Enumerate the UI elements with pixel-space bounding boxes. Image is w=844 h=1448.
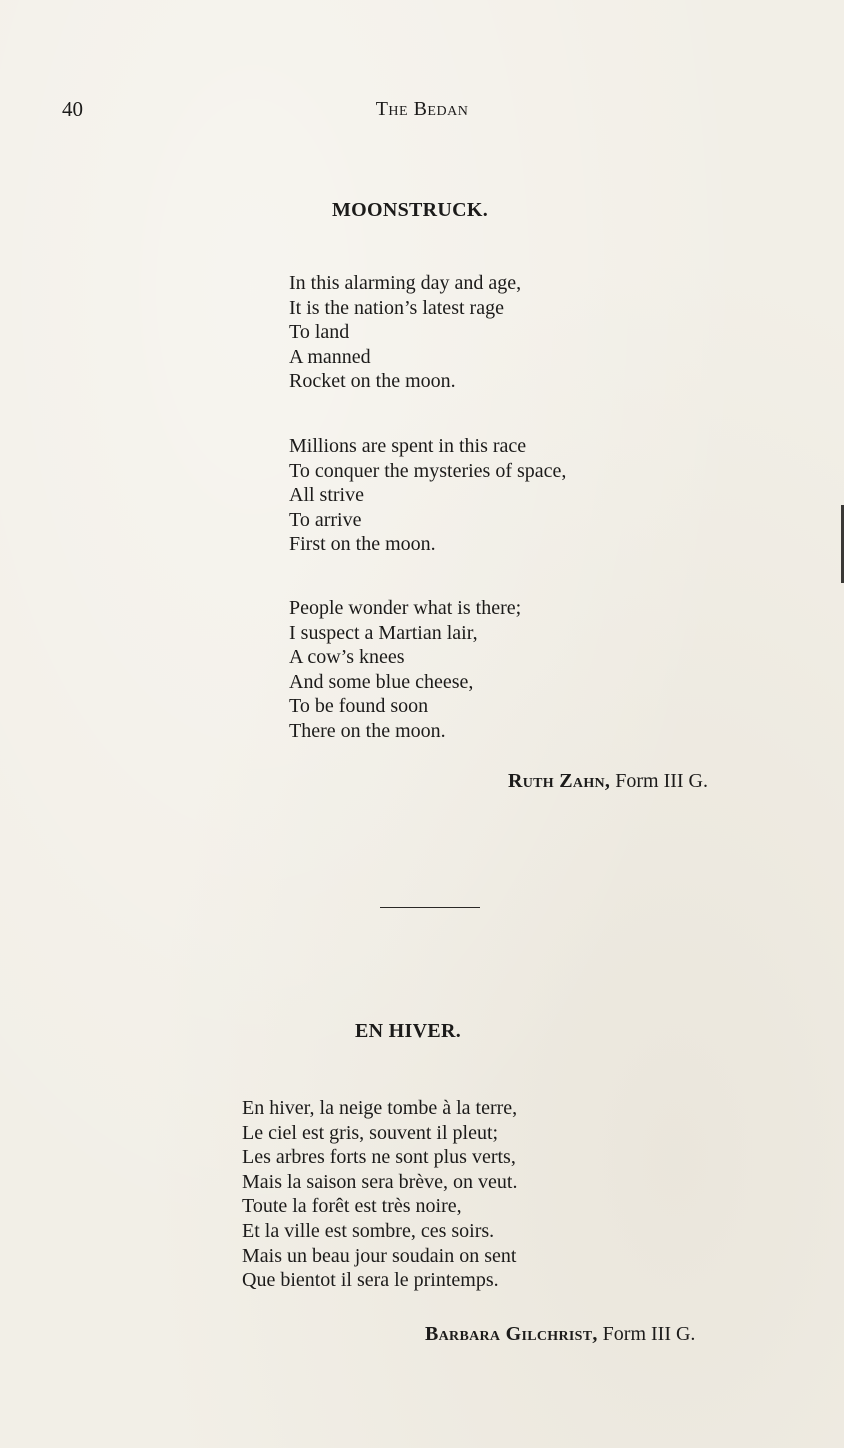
section-divider [380,907,480,908]
page-number: 40 [62,97,83,121]
poem1-stanza-3 [289,596,521,744]
poem1-stanza-1 [289,271,521,394]
running-head-word-2 [414,98,469,120]
poem-line: In this alarming day and age, [289,272,522,294]
poem-line: To be found soon [289,695,429,718]
poem-line: First on the moon. [289,533,436,556]
running-head-initial-1: T [375,98,389,120]
poem-line: Millions are spent in this race [289,435,527,457]
poem1-signature [508,768,708,794]
poem-line: Rocket on the moon. [289,370,456,393]
running-head-initial-2: B [413,98,428,120]
poem-line: It is the nation’s latest rage [289,296,504,319]
poem-line: I suspect a Martian lair, [289,621,478,644]
poem-line: Mais un beau jour soudain on sent [242,1244,517,1267]
author-form: Form III G. [615,770,708,792]
poem-line: Le ciel est gris, souvent il pleut; [242,1121,499,1144]
author-name: Barbara Gilchrist, [425,1323,598,1345]
poem-title-moonstruck: MOONSTRUCK. [331,199,489,221]
poem-line: Mais la saison sera brève, on veut. [242,1170,518,1193]
author-form: Form III G. [602,1323,696,1345]
running-head-word-1 [376,98,414,120]
poem1-stanza-2 [289,434,566,557]
poem-line: There on the moon. [289,719,446,742]
poem-line: Que bientot il sera le printemps. [242,1269,499,1292]
poem-line: To land [289,321,350,344]
poem-title-en-hiver: EN HIVER. [354,1020,462,1042]
poem-line: Toute la forêt est très noire, [242,1195,462,1218]
author-name: Ruth Zahn, [508,770,611,792]
poem-line: Les arbres forts ne sont plus verts, [242,1146,516,1169]
poem-line: To arrive [289,508,362,531]
running-head [0,96,844,122]
poem-line: Et la ville est sombre, ces soirs. [242,1219,495,1242]
poem-line: To conquer the mysteries of space, [289,459,567,482]
poem-line: A cow’s knees [289,646,405,669]
running-head-rest-2: edan [427,98,469,120]
poem-line: And some blue cheese, [289,670,474,693]
poem-line: People wonder what is there; [289,597,522,619]
poem-line: En hiver, la neige tombe à la terre, [242,1097,518,1119]
running-head-rest-1: he [388,98,414,120]
poem-line: All strive [289,484,364,507]
poem-line: A manned [289,345,371,368]
poem2-stanza-1 [242,1096,517,1293]
poem2-signature [425,1321,695,1347]
